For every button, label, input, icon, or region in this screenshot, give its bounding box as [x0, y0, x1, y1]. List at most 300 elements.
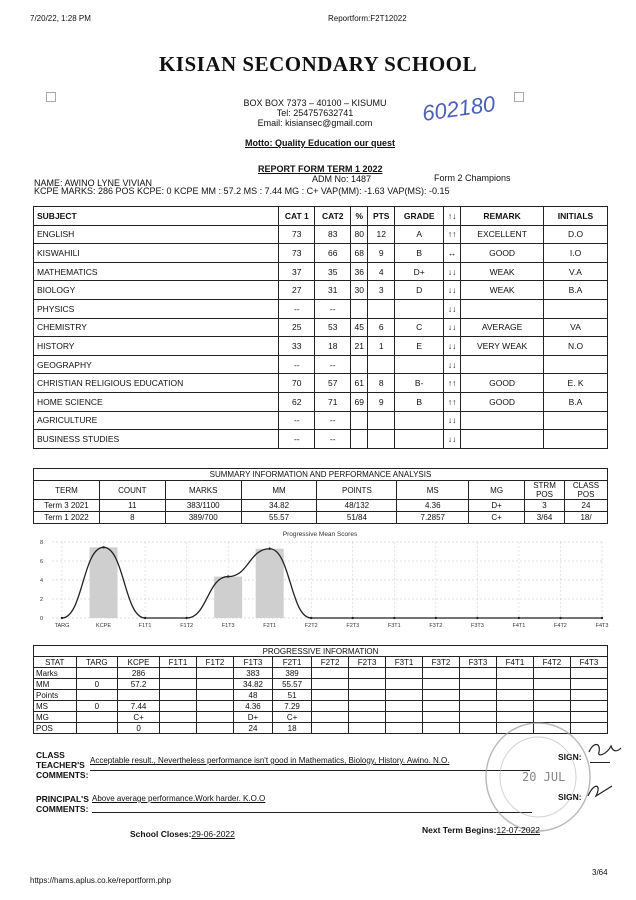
summary-cell: 11	[99, 500, 165, 512]
subject-cell: --	[279, 430, 315, 449]
summary-cell: MG	[469, 481, 525, 500]
subject-cell: 9	[368, 392, 395, 411]
subject-cell: V.A	[544, 262, 608, 281]
subject-cell	[351, 355, 368, 374]
progressive-cell: 24	[233, 723, 272, 734]
progressive-cell	[460, 701, 497, 712]
progressive-cell	[386, 679, 423, 690]
class-teacher-label	[36, 750, 88, 780]
chart-point	[352, 617, 354, 619]
progressive-cell	[76, 668, 118, 679]
chart-x-tick: F2T1	[263, 623, 277, 629]
progressive-cell	[160, 712, 197, 723]
progressive-cell: POS	[34, 723, 77, 734]
progressive-cell	[196, 690, 233, 701]
chart-x-tick: F2T3	[346, 623, 360, 629]
subject-cell: 57	[315, 374, 351, 393]
print-datetime: 7/20/22, 1:28 PM	[30, 14, 91, 23]
summary-cell: C+	[469, 512, 525, 524]
subject-cell	[544, 299, 608, 318]
subject-cell	[544, 355, 608, 374]
progressive-cell: Marks	[34, 668, 77, 679]
chart-title: Progressive Mean Scores	[282, 531, 358, 538]
chart-x-tick: F3T2	[429, 623, 443, 629]
subject-cell	[461, 299, 544, 318]
subject-cell: 35	[315, 262, 351, 281]
subject-cell: A	[395, 225, 444, 244]
school-closes	[130, 829, 235, 839]
subject-cell: 69	[351, 392, 368, 411]
progressive-cell	[496, 690, 533, 701]
progressive-row	[34, 690, 608, 701]
chart-point	[310, 617, 312, 619]
subject-cell: --	[279, 355, 315, 374]
summary-cell: 48/132	[317, 500, 397, 512]
subject-cell: 61	[351, 374, 368, 393]
report-title: REPORT FORM TERM 1 2022	[258, 164, 383, 174]
progressive-cell	[570, 690, 607, 701]
comment-line	[90, 770, 530, 771]
progressive-cell: 389	[273, 668, 312, 679]
subject-cell	[368, 430, 395, 449]
subject-cell: 68	[351, 244, 368, 263]
subject-cell: GOOD	[461, 392, 544, 411]
subject-name: ENGLISH	[34, 225, 279, 244]
subject-cell: ↑↑	[444, 392, 461, 411]
footer-url[interactable]: https://hams.aplus.co.ke/reportform.php	[30, 876, 171, 885]
progressive-cell: 286	[118, 668, 160, 679]
chart-bar	[90, 547, 118, 618]
progressive-cell: Points	[34, 690, 77, 701]
progressive-cell	[76, 723, 118, 734]
handwritten-number: 602180	[420, 91, 497, 126]
next-term-begins	[422, 825, 540, 835]
subject-cell: E	[395, 337, 444, 356]
progressive-cell	[160, 723, 197, 734]
subject-name: MATHEMATICS	[34, 262, 279, 281]
progressive-cell: 55.57	[273, 679, 312, 690]
col-initials: INITIALS	[544, 207, 608, 226]
summary-cell: Term 3 2021	[34, 500, 100, 512]
progressive-cell	[386, 701, 423, 712]
subject-cell: 70	[279, 374, 315, 393]
subject-row	[34, 262, 608, 281]
chart-x-tick: F3T1	[387, 623, 401, 629]
chart-point	[61, 617, 63, 619]
subject-cell: 73	[279, 244, 315, 263]
chart-point	[518, 617, 520, 619]
progressive-cell: F2T3	[349, 657, 386, 668]
student-name: NAME: AWINO LYNE VIVIAN	[34, 178, 153, 188]
subject-cell: 73	[279, 225, 315, 244]
progressive-cell: F2T1	[273, 657, 312, 668]
subject-name: GEOGRAPHY	[34, 355, 279, 374]
progressive-cell	[533, 690, 570, 701]
chart-point	[559, 617, 561, 619]
chart-bar	[214, 577, 242, 618]
subject-cell: --	[279, 411, 315, 430]
subject-cell: --	[315, 411, 351, 430]
progressive-title: PROGRESSIVE INFORMATION	[34, 646, 608, 657]
progressive-mean-chart	[30, 528, 610, 633]
summary-cell: STRM POS	[525, 481, 565, 500]
subject-cell	[395, 430, 444, 449]
progressive-cell: STAT	[34, 657, 77, 668]
chart-point	[393, 617, 395, 619]
subject-cell: ↓↓	[444, 318, 461, 337]
comment-line	[92, 812, 532, 813]
kcpe-summary: KCPE MARKS: 286 POS KCPE: 0 KCPE MM : 57.2 MS : 7.44 MG : C+ VAP(MM): -1.63 VAP(MS): -0.15	[34, 186, 450, 196]
progressive-cell: 18	[273, 723, 312, 734]
progressive-cell	[533, 668, 570, 679]
summary-cell: 8	[99, 512, 165, 524]
subject-cell: 83	[315, 225, 351, 244]
subject-cell: 25	[279, 318, 315, 337]
progressive-cell	[76, 690, 118, 701]
progressive-cell: C+	[273, 712, 312, 723]
subject-cell: 71	[315, 392, 351, 411]
progressive-cell	[570, 701, 607, 712]
progressive-header-row	[34, 657, 608, 668]
subject-cell	[544, 430, 608, 449]
summary-cell: 24	[565, 500, 608, 512]
subject-cell: ↓↓	[444, 281, 461, 300]
summary-title: SUMMARY INFORMATION AND PERFORMANCE ANALYSIS	[34, 469, 608, 481]
subject-row	[34, 430, 608, 449]
progressive-cell	[496, 668, 533, 679]
subject-cell: ↓↓	[444, 337, 461, 356]
subject-cell: 80	[351, 225, 368, 244]
chart-x-tick: F1T2	[180, 623, 194, 629]
summary-cell: 18/	[565, 512, 608, 524]
chart-y-tick: 6	[40, 559, 44, 565]
subjects-header-row	[34, 207, 608, 226]
col-trend: ↑↓	[444, 207, 461, 226]
subject-cell: D.O	[544, 225, 608, 244]
progressive-row	[34, 701, 608, 712]
subject-row	[34, 374, 608, 393]
chart-bar	[256, 549, 284, 618]
col-cat1: CAT 1	[279, 207, 315, 226]
progressive-cell	[349, 701, 386, 712]
progressive-cell	[118, 690, 160, 701]
subject-cell	[368, 355, 395, 374]
summary-cell: POINTS	[317, 481, 397, 500]
progressive-cell	[196, 712, 233, 723]
summary-cell: MM	[241, 481, 317, 500]
subject-cell: B	[395, 244, 444, 263]
summary-cell: CLASS POS	[565, 481, 608, 500]
progressive-cell	[386, 668, 423, 679]
subject-cell: 8	[368, 374, 395, 393]
progressive-cell	[533, 679, 570, 690]
chart-x-tick: F3T3	[470, 623, 484, 629]
school-closes-value: 29-06-2022	[191, 829, 235, 839]
progressive-cell	[349, 712, 386, 723]
subject-cell: C	[395, 318, 444, 337]
subject-row	[34, 392, 608, 411]
progressive-cell	[160, 690, 197, 701]
subject-name: PHYSICS	[34, 299, 279, 318]
chart-point	[185, 617, 187, 619]
progressive-cell	[76, 712, 118, 723]
col-grade: GRADE	[395, 207, 444, 226]
progressive-cell: TARG	[76, 657, 118, 668]
progressive-cell: F1T2	[196, 657, 233, 668]
broken-image-icon	[514, 92, 524, 102]
progressive-cell	[312, 690, 349, 701]
progressive-cell	[423, 701, 460, 712]
subject-cell: ↓↓	[444, 262, 461, 281]
progressive-cell: MG	[34, 712, 77, 723]
progressive-cell: MS	[34, 701, 77, 712]
summary-cell: D+	[469, 500, 525, 512]
progressive-cell	[386, 712, 423, 723]
subject-cell: AVERAGE	[461, 318, 544, 337]
subject-name: HISTORY	[34, 337, 279, 356]
summary-cell: 3	[525, 500, 565, 512]
summary-cell: 51/84	[317, 512, 397, 524]
progressive-cell	[496, 701, 533, 712]
school-tel: Tel: 254757632741	[276, 108, 354, 118]
school-motto: Motto: Quality Education our quest	[245, 138, 395, 148]
class-teacher-label-line3: COMMENTS:	[36, 770, 89, 780]
progressive-cell	[349, 668, 386, 679]
progressive-cell	[160, 668, 197, 679]
summary-cell: 55.57	[241, 512, 317, 524]
col-points: PTS	[368, 207, 395, 226]
summary-cell: Term 1 2022	[34, 512, 100, 524]
subject-row	[34, 299, 608, 318]
summary-cell: 4.36	[397, 500, 469, 512]
subject-name: CHEMISTRY	[34, 318, 279, 337]
subject-cell	[351, 430, 368, 449]
subject-cell: B	[395, 392, 444, 411]
chart-svg	[30, 528, 610, 633]
subject-cell: 4	[368, 262, 395, 281]
progressive-cell: F3T3	[460, 657, 497, 668]
col-remark: REMARK	[461, 207, 544, 226]
class-teacher-comment: Acceptable result., Nevertheless performance isn't good in Mathematics, Biology, History. Awino. N.O.	[90, 756, 450, 765]
chart-x-tick: TARG	[54, 623, 70, 629]
subject-cell	[395, 411, 444, 430]
subject-row	[34, 244, 608, 263]
principal-sign-label: SIGN:	[558, 792, 582, 802]
chart-x-tick: F1T1	[138, 623, 152, 629]
progressive-cell: KCPE	[118, 657, 160, 668]
next-term-value: 12-07-2022	[496, 825, 540, 835]
subject-cell	[351, 411, 368, 430]
chart-point	[268, 548, 270, 550]
subject-row	[34, 281, 608, 300]
subject-cell: ↑↑	[444, 225, 461, 244]
progressive-cell	[349, 723, 386, 734]
progressive-cell: 7.29	[273, 701, 312, 712]
progressive-cell: MM	[34, 679, 77, 690]
chart-series-line	[62, 547, 602, 618]
summary-cell: 3/64	[525, 512, 565, 524]
subject-cell: --	[315, 430, 351, 449]
progressive-cell	[460, 679, 497, 690]
progressive-cell	[570, 668, 607, 679]
progressive-cell	[386, 723, 423, 734]
subject-cell: B-	[395, 374, 444, 393]
progressive-cell	[423, 690, 460, 701]
principal-label-line2: COMMENTS:	[36, 804, 89, 814]
col-subject: SUBJECT	[34, 207, 279, 226]
subject-name: HOME SCIENCE	[34, 392, 279, 411]
progressive-cell	[312, 723, 349, 734]
progressive-cell: F3T2	[423, 657, 460, 668]
subject-cell: 33	[279, 337, 315, 356]
school-address: BOX BOX 7373 – 40100 – KISUMU	[243, 98, 387, 108]
subject-cell	[544, 411, 608, 430]
subject-name: KISWAHILI	[34, 244, 279, 263]
subject-cell: GOOD	[461, 374, 544, 393]
subject-cell: 6	[368, 318, 395, 337]
subjects-table	[33, 206, 608, 449]
progressive-cell: 0	[76, 679, 118, 690]
progressive-cell: F4T3	[570, 657, 607, 668]
admission-number: ADM No: 1487	[312, 174, 372, 184]
subject-cell: 45	[351, 318, 368, 337]
summary-cell: 34.82	[241, 500, 317, 512]
chart-x-tick: F2T2	[304, 623, 318, 629]
subject-name: BUSINESS STUDIES	[34, 430, 279, 449]
subject-cell: 12	[368, 225, 395, 244]
chart-y-tick: 2	[40, 597, 44, 603]
subject-cell: WEAK	[461, 281, 544, 300]
subject-cell: 66	[315, 244, 351, 263]
progressive-cell: 383	[233, 668, 272, 679]
progressive-cell: F1T3	[233, 657, 272, 668]
subject-row	[34, 318, 608, 337]
subject-cell: B.A	[544, 281, 608, 300]
student-form: Form 2 Champions	[434, 173, 511, 183]
subject-cell	[368, 411, 395, 430]
subject-cell: 36	[351, 262, 368, 281]
summary-cell: MARKS	[165, 481, 241, 500]
progressive-cell	[312, 712, 349, 723]
school-name: KISIAN SECONDARY SCHOOL	[158, 52, 478, 76]
progressive-cell	[312, 679, 349, 690]
subject-row	[34, 225, 608, 244]
subject-cell: EXCELLENT	[461, 225, 544, 244]
subject-cell: E. K	[544, 374, 608, 393]
stamp-date: 20 JUL	[522, 770, 566, 784]
subject-cell: ↓↓	[444, 355, 461, 374]
subject-cell: ↓↓	[444, 411, 461, 430]
progressive-cell: F3T1	[386, 657, 423, 668]
summary-cell: COUNT	[99, 481, 165, 500]
chart-point	[227, 575, 229, 577]
subject-cell: D	[395, 281, 444, 300]
chart-point	[601, 617, 603, 619]
progressive-cell	[196, 723, 233, 734]
progressive-row	[34, 679, 608, 690]
subject-cell: 62	[279, 392, 315, 411]
progressive-cell: 0	[76, 701, 118, 712]
subject-cell: GOOD	[461, 244, 544, 263]
progressive-cell	[196, 701, 233, 712]
subject-cell: 27	[279, 281, 315, 300]
chart-point	[102, 546, 104, 548]
progressive-cell	[386, 690, 423, 701]
subject-cell: ↑↑	[444, 374, 461, 393]
school-stamp-icon	[478, 718, 598, 836]
chart-x-tick: F4T3	[595, 623, 609, 629]
principal-label-line1: PRINCIPAL'S	[36, 794, 89, 804]
subject-cell: VERY WEAK	[461, 337, 544, 356]
school-closes-label: School Closes:	[130, 829, 192, 839]
progressive-cell	[349, 679, 386, 690]
progressive-cell	[312, 668, 349, 679]
summary-row	[34, 512, 608, 524]
chart-x-tick: F4T2	[554, 623, 567, 629]
print-page-title: Reportform:F2T12022	[328, 14, 407, 23]
col-cat2: CAT2	[315, 207, 351, 226]
next-term-label: Next Term Begins:	[422, 825, 497, 835]
subject-name: AGRICULTURE	[34, 411, 279, 430]
chart-y-tick: 0	[40, 616, 44, 622]
subject-cell: 18	[315, 337, 351, 356]
progressive-cell	[423, 679, 460, 690]
progressive-cell	[570, 679, 607, 690]
progressive-cell	[160, 679, 197, 690]
progressive-cell	[196, 668, 233, 679]
progressive-cell	[160, 701, 197, 712]
principal-comment: Above average performance.Work harder. K.O.O	[92, 794, 266, 803]
class-teacher-label-line2: TEACHER'S	[36, 760, 85, 770]
progressive-cell: F2T2	[312, 657, 349, 668]
summary-cell: 7.2857	[397, 512, 469, 524]
progressive-cell	[533, 701, 570, 712]
subject-name: CHRISTIAN RELIGIOUS EDUCATION	[34, 374, 279, 393]
subject-cell: 3	[368, 281, 395, 300]
subject-cell: VA	[544, 318, 608, 337]
summary-cell: TERM	[34, 481, 100, 500]
subject-cell	[368, 299, 395, 318]
progressive-cell	[349, 690, 386, 701]
progressive-cell: 0	[118, 723, 160, 734]
progressive-cell	[423, 668, 460, 679]
summary-row	[34, 500, 608, 512]
progressive-cell: F4T1	[496, 657, 533, 668]
summary-header-row	[34, 481, 608, 500]
subject-cell: 31	[315, 281, 351, 300]
subject-cell	[395, 299, 444, 318]
footer-page-number: 3/64	[592, 868, 608, 877]
progressive-cell	[496, 679, 533, 690]
subject-cell: 21	[351, 337, 368, 356]
subject-cell: WEAK	[461, 262, 544, 281]
subject-cell: ↔	[444, 244, 461, 263]
chart-y-tick: 4	[40, 578, 44, 584]
subject-cell	[395, 355, 444, 374]
progressive-cell: 48	[233, 690, 272, 701]
chart-x-tick: KCPE	[96, 623, 112, 629]
subject-cell: D+	[395, 262, 444, 281]
chart-point	[435, 617, 437, 619]
subject-cell: 53	[315, 318, 351, 337]
class-teacher-label-line1: CLASS	[36, 750, 65, 760]
subject-row	[34, 337, 608, 356]
progressive-cell: F4T2	[533, 657, 570, 668]
progressive-cell	[460, 668, 497, 679]
school-email: Email: kisiansec@gmail.com	[257, 118, 373, 128]
subject-cell: 30	[351, 281, 368, 300]
progressive-cell	[423, 723, 460, 734]
